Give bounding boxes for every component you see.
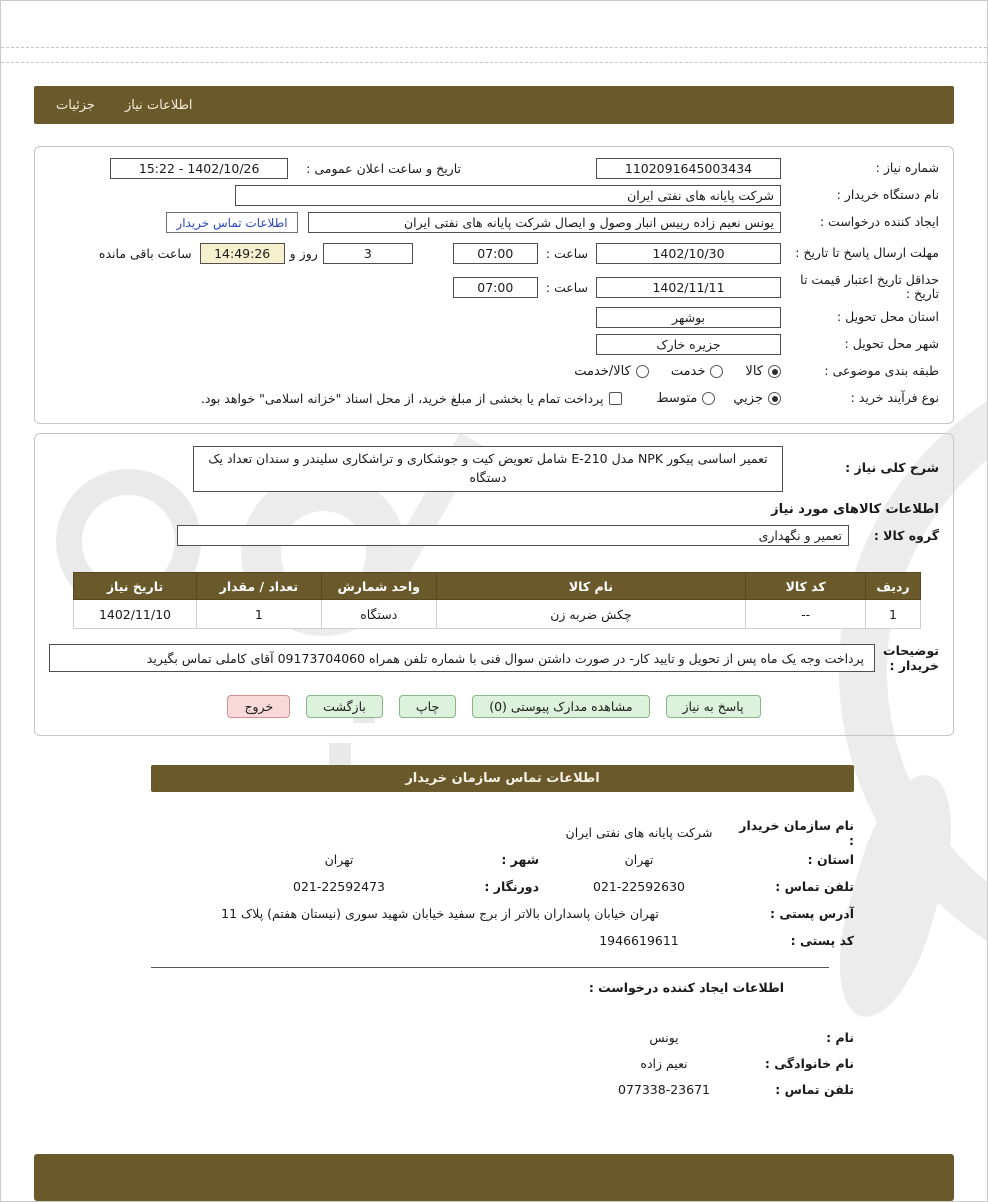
header-bar [34, 86, 954, 124]
validity-time-field: 07:00 [453, 277, 538, 298]
row-creator [49, 209, 939, 236]
col-need-date: تاریخ نیاز [74, 573, 197, 600]
divider-dashed [1, 47, 987, 48]
radio-option-medium[interactable] [656, 391, 715, 406]
announce-datetime-label: تاریخ و ساعت اعلان عمومی : [306, 161, 461, 176]
cell-unit: دستگاه [321, 600, 436, 629]
buyer-notes-label: توضیحات خریدار : [883, 643, 939, 673]
exit-button[interactable]: خروج [227, 695, 290, 718]
creator-info-heading: اطلاعات ایجاد کننده درخواست : [588, 980, 784, 995]
row-phone-fax [141, 873, 854, 900]
last-name-label: نام خانوادگی : [764, 1055, 854, 1071]
contact-divider [151, 967, 829, 968]
contact-phone-label: تلفن تماس : [775, 879, 854, 894]
treasury-checkbox-group [201, 391, 623, 406]
row-validity [49, 270, 939, 304]
radio-medium-icon[interactable] [702, 392, 715, 405]
row-creator-phone [141, 1076, 854, 1102]
buyer-org-label: نام دستگاه خریدار : [836, 187, 939, 203]
radio-option-goods-service[interactable] [574, 364, 649, 379]
remaining-days-field: 3 [323, 243, 413, 264]
cell-row-number: 1 [866, 600, 921, 629]
tab-details[interactable]: جزئیات [56, 97, 95, 113]
first-name-label: نام : [826, 1029, 854, 1045]
items-table [73, 572, 921, 629]
row-first-name [141, 1024, 854, 1050]
contact-province-value: تهران [624, 852, 654, 867]
items-heading: اطلاعات کالاهای مورد نیاز [771, 502, 939, 517]
row-province-city [141, 846, 854, 873]
radio-option-goods[interactable] [745, 364, 781, 379]
back-button[interactable]: بازگشت [306, 695, 383, 718]
divider-dashed [1, 62, 987, 63]
category-options [574, 364, 781, 379]
contact-postal-value: 1946619611 [599, 933, 679, 948]
first-name-value: یونس [649, 1029, 679, 1045]
print-button[interactable]: چاپ [399, 695, 456, 718]
row-need-description [49, 446, 939, 492]
contact-section-title: اطلاعات تماس سازمان خریدار [405, 771, 600, 786]
col-unit: واحد شمارش [321, 573, 436, 600]
row-org-name [141, 819, 854, 846]
radio-service-label: خدمت [670, 364, 706, 379]
need-info-panel [34, 146, 954, 424]
row-deadline [49, 236, 939, 270]
goods-group-label: گروه کالا : [873, 528, 939, 543]
buyer-contact-link[interactable]: اطلاعات تماس خریدار [166, 212, 298, 233]
contact-fax-value: 021-22592473 [293, 879, 385, 894]
creator-phone-label: تلفن تماس : [775, 1081, 854, 1097]
contact-phone-value: 021-22592630 [593, 879, 685, 894]
buyer-org-field: شرکت پایانه های نفتی ایران [235, 185, 781, 206]
validity-hour-label: ساعت : [545, 279, 588, 295]
goods-group-field: تعمیر و نگهداری [177, 525, 849, 546]
col-quantity: تعداد / مقدار [196, 573, 321, 600]
creator-field: یونس نعیم زاده رییس انبار وصول و ایصال شرکت پایانه های نفتی ایران [308, 212, 781, 233]
last-name-value: نعیم زاده [640, 1055, 688, 1071]
row-address [141, 900, 854, 927]
countdown-suffix: ساعت باقی مانده [98, 245, 192, 261]
deadline-date-field: 1402/10/30 [596, 243, 781, 264]
contact-section-body [141, 819, 854, 1102]
table-header-row [74, 573, 921, 600]
tab-need-info[interactable]: اطلاعات نیاز [124, 97, 193, 113]
respond-button[interactable]: پاسخ به نیاز [666, 695, 761, 718]
radio-goods-service-icon[interactable] [636, 365, 649, 378]
radio-goods-icon[interactable] [768, 365, 781, 378]
process-type-options [656, 391, 781, 406]
need-description-field: تعمیر اساسی پیکور NPK مدل E-210 شامل تعویض کیت و جوشکاری و تراشکاری سلیندر و سندان تعداد یک دستگاه [193, 446, 783, 492]
row-need-number [49, 155, 939, 182]
cell-need-date: 1402/11/10 [74, 600, 197, 629]
contact-city-value: تهران [324, 852, 354, 867]
cell-item-name: چکش ضربه زن [436, 600, 746, 629]
radio-service-icon[interactable] [710, 365, 723, 378]
need-number-label: شماره نیاز : [875, 160, 939, 176]
row-process-type [49, 385, 939, 412]
row-city [49, 331, 939, 358]
delivery-province-field: بوشهر [596, 307, 781, 328]
row-postal-code [141, 927, 854, 954]
deadline-hour-label: ساعت : [545, 245, 588, 261]
watermark-shape [329, 743, 351, 765]
deadline-label: مهلت ارسال پاسخ تا تاریخ : [795, 244, 939, 260]
footer-bar [34, 1154, 954, 1201]
org-name-label: نام سازمان خریدار : [739, 817, 854, 848]
process-type-label: نوع فرآیند خرید : [850, 390, 939, 406]
contact-postal-label: کد پستی : [790, 933, 854, 948]
cell-quantity: 1 [196, 600, 321, 629]
actions-row [49, 695, 939, 718]
radio-minor-label: جزيي [733, 391, 763, 406]
row-goods-group [49, 525, 939, 546]
need-number-field: 1102091645003434 [596, 158, 781, 179]
col-item-code: کد کالا [746, 573, 866, 600]
row-buyer-notes [49, 643, 939, 673]
contact-fax-label: دورنگار : [484, 879, 539, 894]
view-attachments-button[interactable]: مشاهده مدارک پیوستی (0) [472, 695, 649, 718]
announce-datetime-field: 1402/10/26 - 15:22 [110, 158, 288, 179]
col-row-number: ردیف [866, 573, 921, 600]
contact-city-label: شهر : [501, 852, 539, 867]
radio-medium-label: متوسط [656, 391, 698, 406]
table-row [74, 600, 921, 629]
radio-goods-label: کالا [745, 364, 763, 379]
col-item-name: نام کالا [436, 573, 746, 600]
contact-province-label: استان : [807, 852, 854, 867]
cell-item-code: -- [746, 600, 866, 629]
creator-label: ایجاد کننده درخواست : [819, 214, 939, 230]
row-buyer-org [49, 182, 939, 209]
row-province [49, 304, 939, 331]
radio-minor-icon[interactable] [768, 392, 781, 405]
category-label: طبقه بندی موضوعی : [824, 363, 939, 379]
contact-address-value: تهران خیابان پاسداران بالاتر از برج سفید خیابان شهید سوری (نیستان هفتم) پلاک 11 [221, 906, 659, 921]
creator-info-rows [141, 1024, 854, 1102]
treasury-checkbox-label: پرداخت تمام یا بخشی از مبلغ خرید، از محل اسناد "خزانه اسلامی" خواهد بود. [200, 391, 604, 406]
radio-option-service[interactable] [671, 364, 724, 379]
need-items-panel [34, 433, 954, 736]
org-name-value: شرکت پایانه های نفتی ایران [565, 825, 713, 840]
delivery-city-label: شهر محل تحویل : [844, 336, 939, 352]
countdown-timer: 14:49:26 [200, 243, 285, 264]
radio-option-minor[interactable] [733, 391, 781, 406]
deadline-time-field: 07:00 [453, 243, 538, 264]
contact-address-label: آدرس پستی : [769, 906, 854, 921]
radio-goods-service-label: کالا/خدمت [574, 364, 631, 379]
need-description-label: شرح کلی نیاز : [845, 460, 939, 475]
row-last-name [141, 1050, 854, 1076]
validity-label: حداقل تاریخ اعتبار قیمت تا تاریخ : [800, 271, 939, 301]
delivery-province-label: استان محل تحویل : [836, 309, 939, 325]
creator-phone-value: 077338-23671 [618, 1081, 710, 1097]
buyer-notes-field: پرداخت وجه یک ماه پس از تحویل و تایید کار- در صورت داشتن سوال فنی با شماره تلفن همراه 09173704060 آقای کاملی تماس بگیرید [49, 644, 875, 672]
contact-section-header [151, 765, 854, 792]
validity-date-field: 1402/11/11 [596, 277, 781, 298]
remaining-days-suffix: روز و [289, 245, 318, 261]
delivery-city-field: جزیره خارک [596, 334, 781, 355]
treasury-checkbox[interactable] [609, 392, 622, 405]
row-category [49, 358, 939, 385]
